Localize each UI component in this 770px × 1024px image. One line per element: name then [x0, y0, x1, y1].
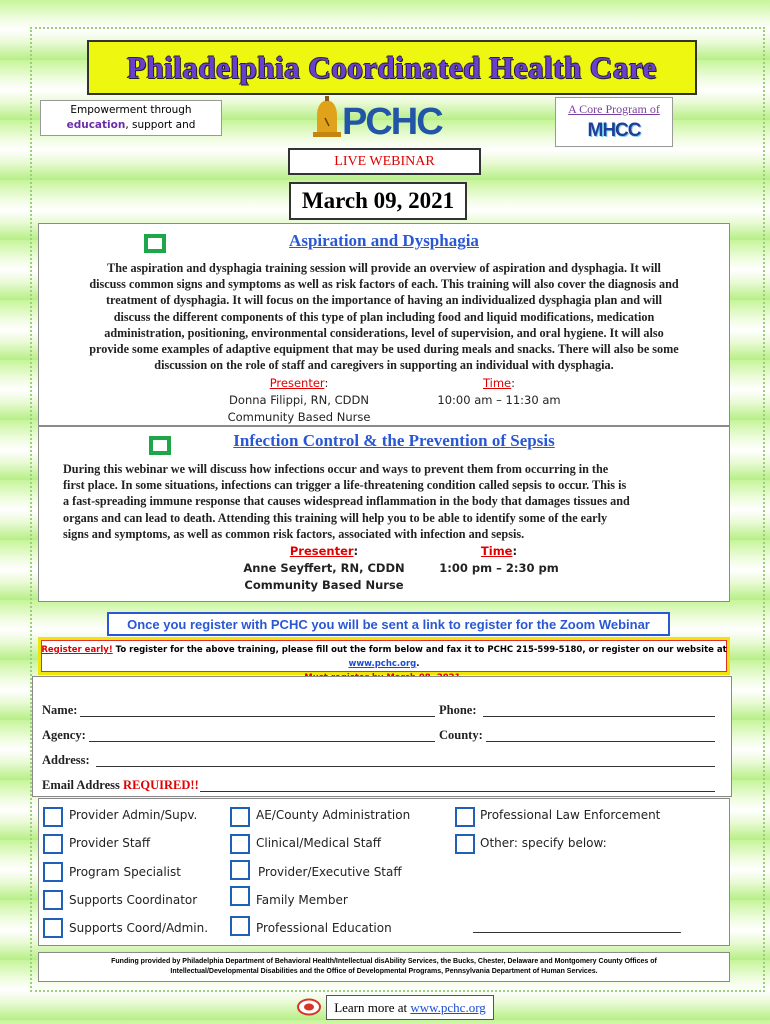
role-label: Supports Coordinator	[69, 893, 198, 907]
desc-line: The aspiration and dysphagia training session will provide an overview of aspiration and dysphagia. It will	[107, 261, 661, 275]
presenter-role: Community Based Nurse	[244, 578, 404, 592]
tagline-box	[40, 100, 222, 136]
desc-line: provide some examples of adaptive equipment that may be used during meals and snacks. There will also be some	[89, 342, 679, 357]
pchc-logo-text: PCHC	[342, 101, 442, 140]
registration-text: To register for the above training, please fill out the form below and fax it to PCHC 215-599-5180, or register on our website at	[112, 645, 727, 655]
time-heading: Time	[480, 544, 513, 558]
learn-more-box	[326, 995, 494, 1020]
funding-note	[38, 952, 730, 982]
phone-field[interactable]	[483, 716, 715, 717]
county-label: County:	[439, 728, 483, 742]
session-2-time: Time: 1:00 pm – 2:30 pm	[439, 544, 559, 575]
tagline-line2	[41, 118, 221, 133]
desc-line: During this webinar we will discuss how infections occur and ways to prevent them from occurring in the	[63, 462, 609, 476]
role-label: Other: specify below:	[480, 836, 607, 850]
checkbox-provider-admin[interactable]	[43, 807, 63, 827]
email-required: REQUIRED!!	[123, 778, 199, 792]
agency-field[interactable]	[89, 741, 435, 742]
checkbox-supports-coordinator[interactable]	[43, 890, 63, 910]
presenter-name: Anne Seyffert, RN, CDDN	[243, 561, 405, 575]
desc-line: a fast-spreading immune response that causes widespread inflammation in the body that damages tissues and	[63, 494, 630, 509]
role-label: Family Member	[256, 893, 348, 907]
session-1-description	[43, 260, 725, 373]
email-label: Email Address	[42, 778, 120, 792]
email-label-row	[42, 778, 199, 793]
zoom-notice: Once you register with PCHC you will be sent a link to register for the Zoom Webinar	[107, 612, 670, 636]
core-program-box	[555, 97, 673, 147]
register-early: Register early!	[41, 645, 113, 655]
desc-line: treatment of dysphagia. It will focus on the importance of having an individualized dysphagia plan and will	[105, 293, 663, 308]
page-title: Philadelphia Coordinated Health Care	[127, 49, 657, 85]
desc-line: first place. In some situations, infections can trigger a life-threatening condition called sepsis to occur. This is	[63, 478, 627, 493]
session-1-title: Aspiration and Dysphagia	[289, 231, 479, 250]
checkbox-other[interactable]	[455, 834, 475, 854]
role-label: Program Specialist	[69, 865, 181, 879]
registration-website-link[interactable]: www.pchc.org	[348, 659, 417, 669]
checkbox-professional-education[interactable]	[230, 916, 250, 936]
name-label: Name:	[42, 703, 78, 717]
checkbox-clinical-medical-staff[interactable]	[230, 834, 250, 854]
phone-label: Phone:	[439, 703, 477, 717]
checkbox-ae-county-admin[interactable]	[230, 807, 250, 827]
liberty-bell-icon	[313, 96, 341, 137]
desc-line: discuss the different components of this type of plan including food and liquid modifications, medication	[113, 309, 655, 324]
role-label: Provider/Executive Staff	[258, 865, 402, 879]
tagline-suffix: , support and	[125, 119, 196, 131]
session-1-presenter: Presenter: Donna Filippi, RN, CDDN Community Based Nurse	[209, 375, 389, 426]
session-2-description	[63, 461, 719, 542]
session-aspiration-dysphagia	[38, 223, 730, 426]
address-field[interactable]	[96, 766, 715, 767]
pchc-mini-logo-icon	[297, 998, 321, 1016]
presenter-heading: Presenter	[269, 376, 325, 390]
email-field[interactable]	[200, 791, 715, 792]
checkbox-supports-coord-admin[interactable]	[43, 918, 63, 938]
time-heading: Time	[482, 376, 512, 390]
role-label: Supports Coord/Admin.	[69, 921, 209, 935]
live-webinar-label: LIVE WEBINAR	[288, 148, 481, 175]
role-label: Provider Admin/Supv.	[69, 808, 198, 822]
address-label: Address:	[42, 753, 90, 767]
checkbox-professional-law-enforcement[interactable]	[455, 807, 475, 827]
title-banner	[87, 40, 697, 95]
session-2-presenter: Presenter: Anne Seyffert, RN, CDDN Community Based Nurse	[234, 543, 414, 594]
role-label: Professional Law Enforcement	[480, 808, 661, 822]
presenter-heading: Presenter	[289, 544, 354, 558]
session-2-title: Infection Control & the Prevention of Sepsis	[233, 431, 555, 450]
other-specify-field[interactable]	[473, 932, 681, 933]
mhcc-logo: MHCC	[587, 120, 641, 141]
learn-more-text: Learn more at	[334, 999, 408, 1015]
county-field[interactable]	[486, 741, 715, 742]
role-label: Provider Staff	[69, 836, 151, 850]
desc-line: discuss common signs and symptoms as well as risk factors of each. This training will also cover the diagnosis and	[89, 277, 679, 292]
desc-line: discussion on the role of staff and caregivers in supporting an individual with dysphagia.	[154, 358, 614, 373]
name-field[interactable]	[80, 716, 435, 717]
pchc-logo	[307, 96, 462, 140]
role-label: AE/County Administration	[256, 808, 411, 822]
session-time: 1:00 pm – 2:30 pm	[439, 561, 559, 575]
checkbox-provider-executive-staff[interactable]	[230, 860, 250, 880]
funding-line-2: Intellectual/Developmental Disabilities and the Office of Developmental Programs, Pennsylvania Department of Human Services.	[170, 968, 598, 975]
checkbox-provider-staff[interactable]	[43, 834, 63, 854]
registration-notice	[38, 637, 730, 675]
presenter-role: Community Based Nurse	[227, 410, 371, 424]
registration-instructions: Register early! To register for the above training, please fill out the form below and fax it to PCHC 215-599-5180, or register on our website at www.pchc.org.	[41, 645, 727, 669]
session-1-time: Time: 10:00 am – 11:30 am	[419, 375, 579, 409]
role-label: Clinical/Medical Staff	[256, 836, 382, 850]
desc-line: signs and symptoms, as well as common risk factors, associated with infection and sepsis.	[63, 526, 525, 541]
checkbox-program-specialist[interactable]	[43, 862, 63, 882]
desc-line: organs and can lead to death. Attending this training will help you to be able to identify some of the early	[63, 510, 608, 525]
core-program-label: A Core Program of	[568, 102, 660, 116]
session-time: 10:00 am – 11:30 am	[437, 393, 561, 407]
presenter-name: Donna Filippi, RN, CDDN	[229, 393, 369, 407]
role-label: Professional Education	[256, 921, 392, 935]
funding-line-1: Funding provided by Philadelphia Department of Behavioral Health/Intellectual disAbility Services, the Bucks, Chester, Delaware and Montgomery County Offices of	[111, 958, 657, 965]
checkbox-family-member[interactable]	[230, 886, 250, 906]
desc-line: administration, positioning, environmental considerations, level of supervision, and oral hygiene. It will also	[104, 325, 664, 340]
tagline-line1: Empowerment through	[70, 104, 192, 116]
agency-label: Agency:	[42, 728, 86, 742]
footer-website-link[interactable]: www.pchc.org	[410, 999, 486, 1015]
tagline-education: education	[66, 119, 126, 131]
session-infection-sepsis	[38, 426, 730, 602]
webinar-date: March 09, 2021	[289, 182, 467, 220]
